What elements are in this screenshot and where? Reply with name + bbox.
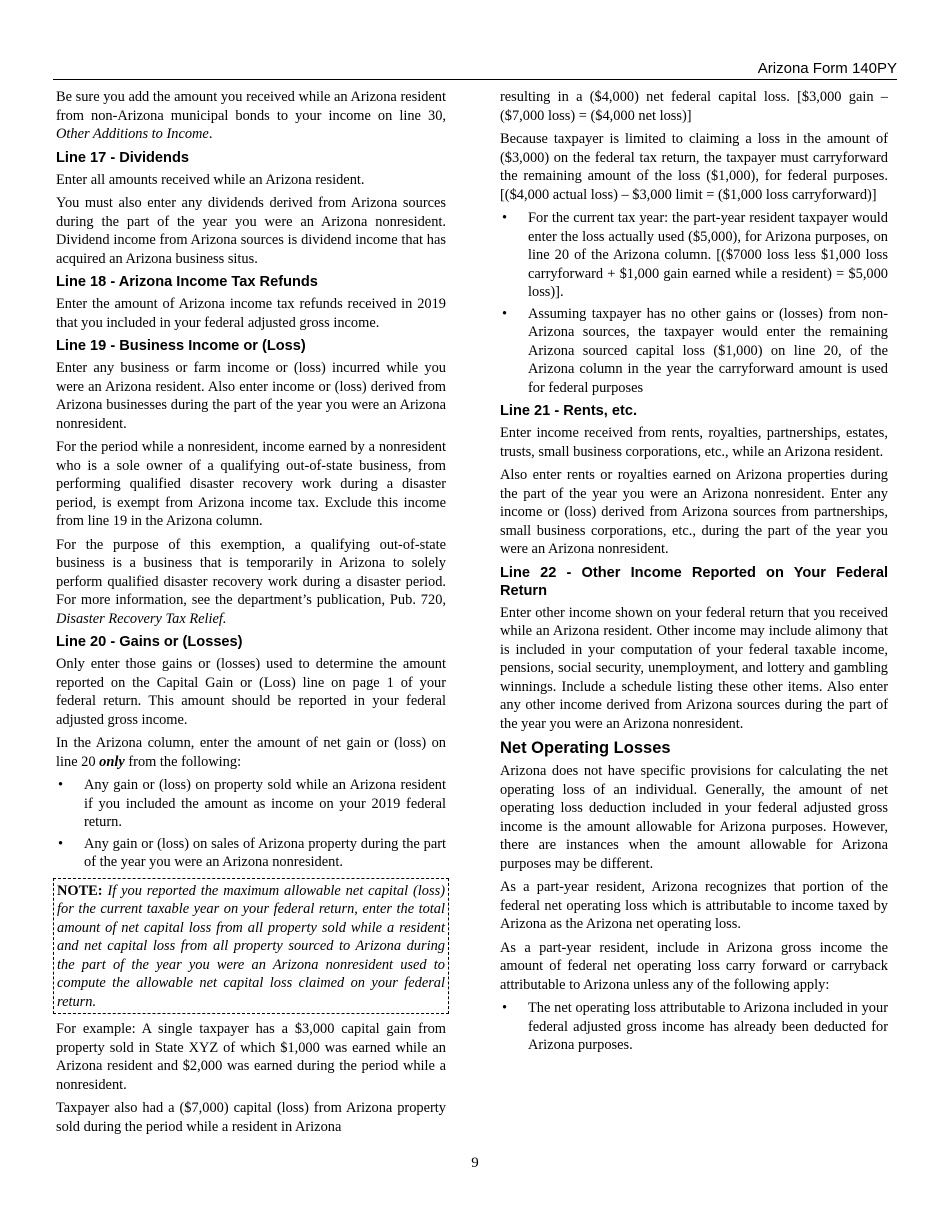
paragraph-example: For example: A single taxpayer has a $3,000 capital gain from property sold in State XYZ of which $1,000 was earned while an Arizona resident and $2,000 was earned during the period while a nonresident. <box>56 1021 446 1093</box>
heading-line-19: Line 19 - Business Income or (Loss) <box>56 338 306 354</box>
paragraph-line17-a: Enter all amounts received while an Arizona resident. <box>56 171 365 188</box>
heading-line-17: Line 17 - Dividends <box>56 149 189 166</box>
paragraph-line17-b: You must also enter any dividends derived from Arizona sources during the part of the year you were an Arizona nonresident. Dividend income from Arizona sources is dividend income that has acquired an Arizona business situs. <box>56 195 446 267</box>
paragraph-line19-a: Enter any business or farm income or (loss) incurred while you were an Arizona resident. Also enter income or (loss) derived from Arizona businesses during the part of the year you were an Arizona nonresident. <box>56 360 446 432</box>
list-item: • Any gain or (loss) on property sold while an Arizona resident if you included the amount as income on your 2019 federal return. <box>58 777 446 830</box>
bullet-icon: • <box>502 1000 508 1016</box>
heading-line-18: Line 18 - Arizona Income Tax Refunds <box>56 274 318 290</box>
heading-net-operating-losses: Net Operating Losses <box>500 739 671 757</box>
paragraph-line20-a: Only enter those gains or (losses) used to determine the amount reported on the Capital Gain or (Loss) line on page 1 of your federal return. This amount should be reported in your federal adjusted gross income. <box>56 656 446 728</box>
paragraph-line18: Enter the amount of Arizona income tax refunds received in 2019 that you included in your federal adjusted gross income. <box>56 296 446 331</box>
heading-line-20: Line 20 - Gains or (Losses) <box>56 634 243 650</box>
bullet-icon: • <box>502 305 508 322</box>
right-column <box>500 88 888 1060</box>
paragraph-because: Because taxpayer is limited to claiming a loss in the amount of ($3,000) on the federal tax return, the taxpayer must carryforward the remaining amount of the loss ($1,000), for federal purposes. [($4,000 actual loss) – $3,000 limit = ($1,000 loss carryforward)] <box>500 131 888 203</box>
bullet-icon: • <box>58 835 64 852</box>
paragraph-line20-b: In the Arizona column, enter the amount of net gain or (loss) on line 20 only from the following: <box>56 735 446 770</box>
heading-line-22: Line 22 - Other Income Reported on Your Federal Return <box>500 564 888 599</box>
paragraph-line22: Enter other income shown on your federal return that you received while an Arizona resident. Other income may include alimony that is included in your computation of your federal taxable income, pensions, social security, unemployment, and lottery and gambling winnings. Include a schedule listing these other items. Also enter any other income derived from Arizona sources during the part of the year you were an Arizona nonresident. <box>500 604 888 732</box>
paragraph-line19-c: For the purpose of this exemption, a qualifying out-of-state business is a business that is temporarily in Arizona to solely perform qualified disaster recovery work during a disaster period. For more information, see the department’s publication, Pub. 720, Disaster Recovery Tax Relief. <box>56 536 446 627</box>
paragraph-intro: Be sure you add the amount you received while an Arizona resident from non-Arizona municipal bonds to your income on line 30, Other Additions to Income. <box>56 89 446 142</box>
note-box <box>53 878 449 1015</box>
list-item: • The net operating loss attributable to Arizona included in your federal adjusted gross income has already been deducted for Arizona purposes. <box>502 1000 888 1053</box>
left-column <box>56 88 446 1141</box>
carryforward-bullet-list <box>500 209 888 397</box>
list-item: • Assuming taxpayer has no other gains or (losses) from non-Arizona sources, the taxpayer would enter the remaining Arizona sourced capital loss ($1,000) on line 20, of the Arizona column in the year the carryforward amount is used for federal purposes <box>502 305 888 396</box>
paragraph-nol-3: As a part-year resident, include in Arizona gross income the amount of federal net operating loss carry forward or carryback attributable to Arizona unless any of the following apply: <box>500 939 888 993</box>
paragraph-nol-2: As a part-year resident, Arizona recognizes that portion of the federal net operating loss which is attributable to income taxed by Arizona as the Arizona net operating loss. <box>500 879 888 932</box>
paragraph-taxpayer: Taxpayer also had a ($7,000) capital (loss) from Arizona property sold during the period while a resident in Arizona <box>56 1100 446 1135</box>
heading-line-21: Line 21 - Rents, etc. <box>500 403 638 419</box>
paragraph-nol-1: Arizona does not have specific provisions for calculating the net operating loss of an individual. Generally, the amount of net operating loss deduction included in your federal adjusted gross income is the amount allowable for Arizona purposes. However, there are instances when the amount allowable for Arizona purposes may be different. <box>500 763 888 872</box>
paragraph-line21-a: Enter income received from rents, royalties, partnerships, estates, trusts, small business corporations, etc., while an Arizona resident. <box>500 425 888 460</box>
paragraph-line21-b: Also enter rents or royalties earned on Arizona properties during the part of the year you were an Arizona nonresident. Enter any income or (loss) derived from Arizona sources from partnerships, small business corporations, etc., during the part of the year you were an Arizona nonresident. <box>500 467 888 557</box>
header-divider <box>53 79 897 80</box>
paragraph-line19-b: For the period while a nonresident, income earned by a nonresident who is a sole owner of a qualifying out-of-state business, from performing qualified disaster recovery work during a disaster period, is exempt from Arizona income tax. Exclude this income from line 19 in the Arizona column. <box>56 439 446 529</box>
bullet-icon: • <box>58 777 64 793</box>
nol-bullet-list <box>500 999 888 1055</box>
paragraph-continued: resulting in a ($4,000) net federal capital loss. [$3,000 gain – ($7,000 loss) = ($4,000 net loss)] <box>500 89 888 124</box>
list-item: • Any gain or (loss) on sales of Arizona property during the part of the year you were an Arizona nonresident. <box>58 835 446 870</box>
note-text: NOTE: If you reported the maximum allowable net capital (loss) for the current taxable year on your federal return, enter the total amount of net capital loss from all property sold while a resident and net capital loss from all property sourced to Arizona during the part of the year you were an Arizona nonresident used to compute the allowable net capital loss claimed on your federal return. <box>57 882 445 1010</box>
page-number: 9 <box>471 1155 479 1171</box>
list-item: • For the current tax year: the part-year resident taxpayer would enter the loss actually used ($5,000), for Arizona purposes, on line 20 of the Arizona column. [($7000 loss less $1,000 loss carryforward + $1,000 gain earned while a resident) = $5,000 loss)]. <box>502 210 888 300</box>
form-title: Arizona Form 140PY <box>757 60 897 77</box>
bullet-icon: • <box>502 210 508 226</box>
line20-bullet-list <box>56 776 446 872</box>
